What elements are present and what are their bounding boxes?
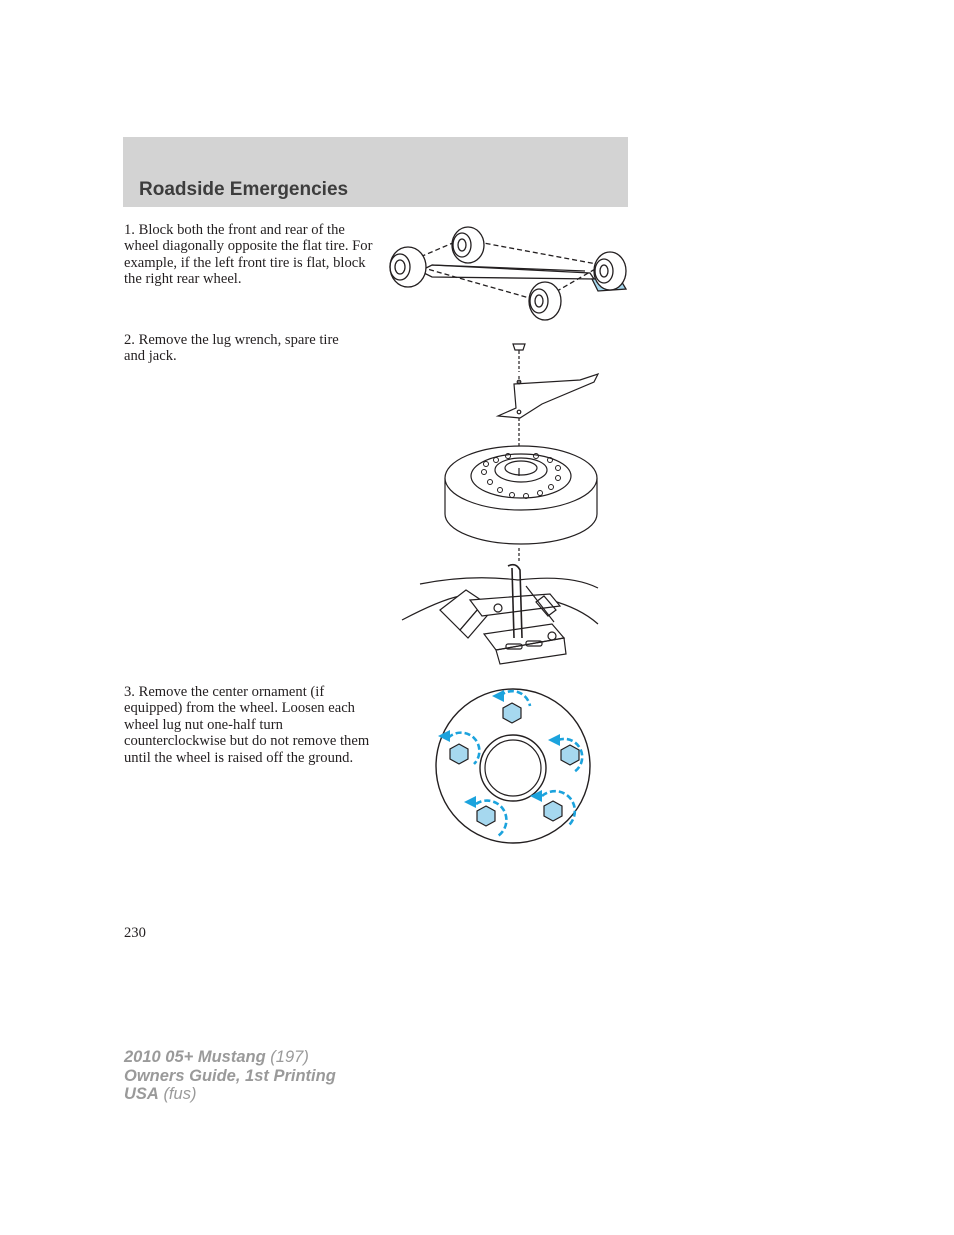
lug-nut-lower-right [544, 801, 562, 821]
step-1-text: 1. Block both the front and rear of the wheel diagonally opposite the flat tire. For example, if the left front tire is flat, block the right rear wheel. [124, 222, 373, 288]
footer-line-2: Owners Guide, 1st Printing [124, 1066, 336, 1085]
footer-market-code: (fus) [163, 1085, 197, 1103]
lug-nut-top [503, 703, 521, 723]
document-footer [124, 1048, 336, 1104]
footer-market: USA [124, 1085, 159, 1103]
step-3-text: 3. Remove the center ornament (if equipped) from the wheel. Loosen each wheel lug nut one-half turn counterclockwise but do not remove them until the wheel is raised off the ground. [124, 684, 370, 766]
page-number: 230 [124, 925, 146, 941]
step-2-text: 2. Remove the lug wrench, spare tire and jack. [124, 332, 339, 365]
wheel-block-illustration [380, 215, 636, 325]
lug-nut-pattern-illustration [434, 688, 594, 848]
lug-nut-lower-left [477, 806, 495, 826]
section-header [123, 137, 628, 207]
lug-nut-left [450, 744, 468, 764]
footer-model-code: (197) [270, 1048, 309, 1066]
footer-line-3 [124, 1085, 336, 1104]
lug-nut-right [561, 745, 579, 765]
section-title: Roadside Emergencies [139, 179, 349, 200]
footer-line-1 [124, 1048, 336, 1067]
spare-tire-jack-illustration [400, 338, 605, 673]
footer-model: 2010 05+ Mustang [124, 1048, 266, 1066]
